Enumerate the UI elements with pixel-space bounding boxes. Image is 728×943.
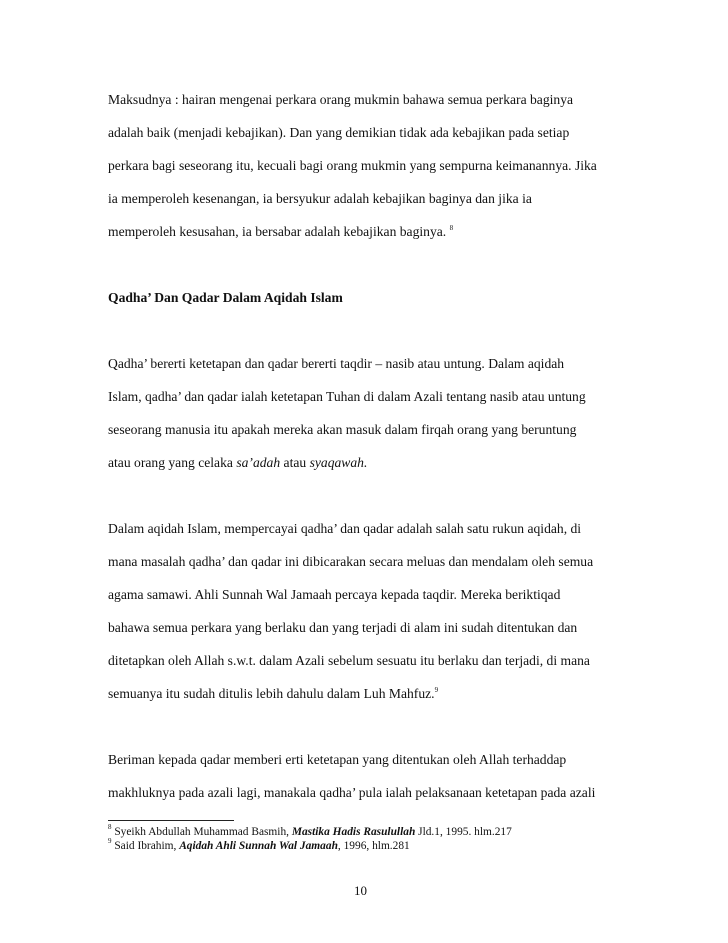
footnote-ref-9: 9 [434, 686, 439, 694]
para3-line6 [108, 686, 438, 702]
para3-line2: mana masalah qadha’ dan qadar ini dibicarakan secara meluas dan mendalam oleh semua [108, 554, 594, 569]
para4-line1: Beriman kepada qadar memberi erti ketetapan yang ditentukan oleh Allah terhaddap [108, 752, 567, 767]
para4-line2: makhluknya pada azali lagi, manakala qadha’ pula ialah pelaksanaan ketetapan pada azali [108, 785, 596, 800]
footnote-ref-8: 8 [449, 224, 454, 232]
para2-line4-c: atau [280, 455, 310, 470]
para1-line5-text: memperoleh kesusahan, ia bersabar adalah kebajikan baginya. [108, 224, 447, 239]
term-syaqawah: syaqawah. [309, 455, 368, 470]
para3-line4: bahawa semua perkara yang berlaku dan yang terjadi di alam ini sudah ditentukan dan [108, 620, 578, 635]
footnote-9 [108, 837, 410, 852]
footnote-9-pre: Said Ibrahim, [111, 840, 180, 852]
para3-line5: ditetapkan oleh Allah s.w.t. dalam Azali sebelum sesuatu itu berlaku dan terjadi, di mana [108, 653, 590, 668]
page-number: 10 [354, 883, 367, 898]
para3-line1: Dalam aqidah Islam, mempercayai qadha’ dan qadar adalah salah satu rukun aqidah, di [108, 521, 582, 536]
footnote-8-title: Mastika Hadis Rasulullah [291, 826, 416, 838]
footnote-separator [108, 820, 234, 821]
section-heading: Qadha’ Dan Qadar Dalam Aqidah Islam [108, 290, 343, 305]
para1-line2: adalah baik (menjadi kebajikan). Dan yang demikian tidak ada kebajikan pada setiap [108, 125, 570, 140]
para2-line3: seseorang manusia itu apakah mereka akan masuk dalam firqah orang yang beruntung [108, 422, 577, 437]
para2-line4 [108, 455, 367, 471]
footnote-8 [108, 823, 512, 838]
footnote-9-num: 9 [108, 837, 112, 845]
footnote-9-title: Aqidah Ahli Sunnah Wal Jamaah [179, 840, 338, 852]
footnote-8-post: Jld.1, 1995. hlm.217 [415, 826, 512, 838]
para2-line2: Islam, qadha’ dan qadar ialah ketetapan Tuhan di dalam Azali tentang nasib atau untung [108, 389, 586, 404]
footnote-8-num: 8 [108, 823, 112, 831]
para2-line1: Qadha’ bererti ketetapan dan qadar bererti taqdir – nasib atau untung. Dalam aqidah [108, 356, 565, 371]
para1-line1: Maksudnya : hairan mengenai perkara orang mukmin bahawa semua perkara baginya [108, 92, 574, 107]
para1-line5 [108, 224, 453, 240]
term-saadah: sa’adah [236, 455, 281, 470]
para1-line4: ia memperoleh kesenangan, ia bersyukur adalah kebajikan baginya dan jika ia [108, 191, 532, 206]
para1-line3: perkara bagi seseorang itu, kecuali bagi orang mukmin yang sempurna keimanannya. Jika [108, 158, 597, 173]
footnote-8-pre: Syeikh Abdullah Muhammad Basmih, [111, 826, 292, 838]
para3-line3: agama samawi. Ahli Sunnah Wal Jamaah percaya kepada taqdir. Mereka beriktiqad [108, 587, 561, 602]
footnote-9-post: , 1996, hlm.281 [337, 840, 410, 852]
para2-line4-a: atau orang yang celaka [108, 455, 237, 470]
para3-line6-text: semuanya itu sudah ditulis lebih dahulu dalam Luh Mahfuz. [108, 686, 435, 701]
